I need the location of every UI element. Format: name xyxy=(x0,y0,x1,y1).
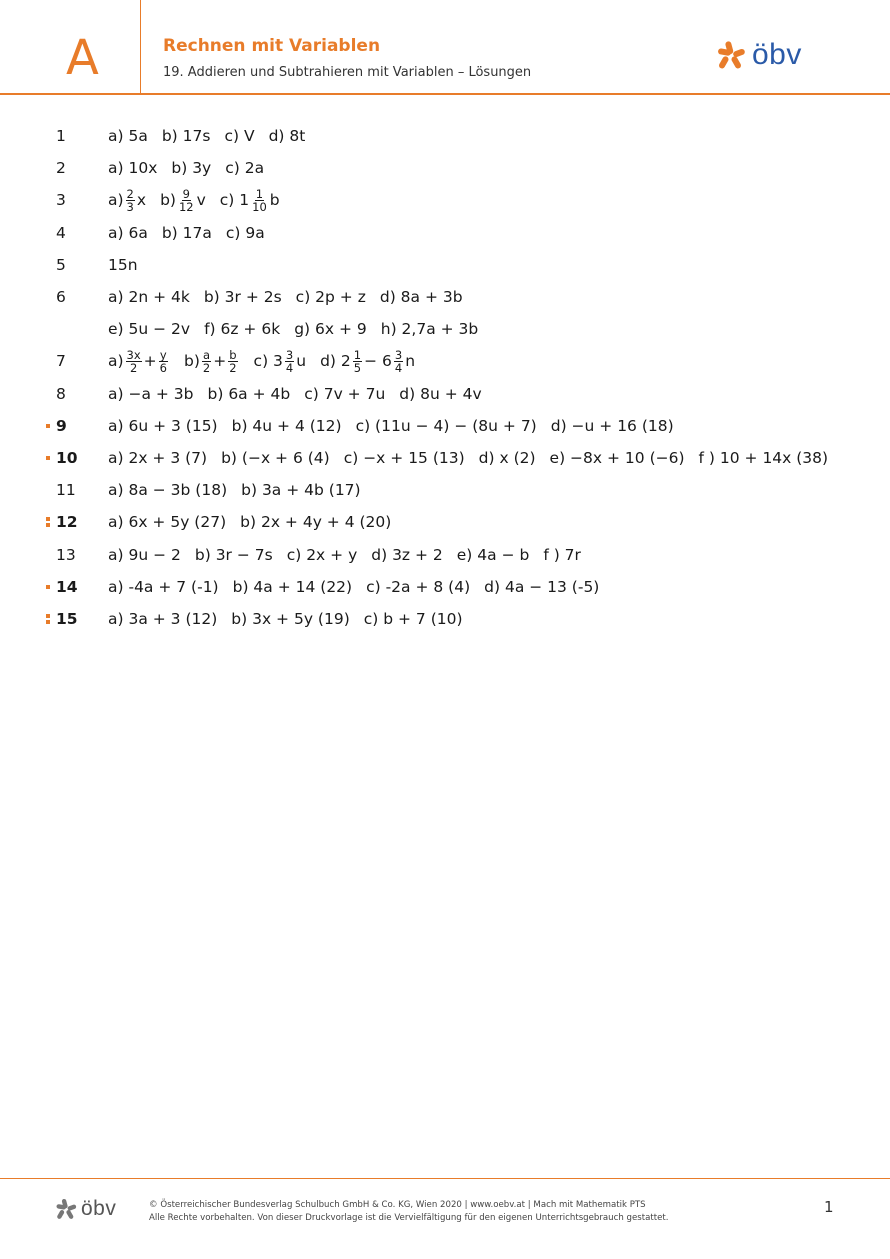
exercise-row xyxy=(0,538,890,570)
answer-part: a) 5a xyxy=(108,127,148,146)
denominator: 4 xyxy=(394,360,403,375)
exercise-answer xyxy=(108,188,280,213)
page-header xyxy=(0,0,890,95)
denominator: 2 xyxy=(229,360,237,375)
exercise-answer xyxy=(108,224,265,242)
answer-part: a) 6u + 3 (15) xyxy=(108,416,218,435)
chapter-letter: A xyxy=(66,30,99,86)
exercise-answer xyxy=(108,159,264,177)
denominator: 4 xyxy=(285,360,294,375)
exercise-answer xyxy=(108,449,828,467)
exercise-number: 5 xyxy=(56,255,66,274)
fraction xyxy=(353,349,362,374)
answer-part: f ) 7r xyxy=(543,545,581,564)
answer-part: g) 6x + 9 xyxy=(294,320,367,339)
answer-part: b) 3a + 4b (17) xyxy=(241,481,361,500)
answer-part: c) 1 xyxy=(219,191,250,210)
exercise-answer xyxy=(108,349,415,374)
difficulty-marker xyxy=(46,410,56,442)
answer-part: c) 2x + y xyxy=(286,545,358,564)
exercise-row xyxy=(0,571,890,603)
answer-part: f ) 10 + 14x (38) xyxy=(698,448,829,467)
exercise-row xyxy=(0,410,890,442)
numerator: 3 xyxy=(285,347,294,362)
answer-part: c) 2a xyxy=(225,159,265,178)
answer-part: d) 8u + 4v xyxy=(399,384,482,403)
answer-part: c) 9a xyxy=(225,223,265,242)
exercise-row xyxy=(0,217,890,249)
answer-part: a) −a + 3b xyxy=(108,384,194,403)
logo-text: öbv xyxy=(81,1197,117,1220)
fraction xyxy=(202,349,211,374)
answer-part: b) 3y xyxy=(171,159,212,178)
answer-part: d) 8t xyxy=(268,127,306,146)
footer-rule xyxy=(0,1178,890,1179)
denominator: 12 xyxy=(178,199,194,214)
header-divider xyxy=(140,0,141,93)
solutions-list xyxy=(0,120,890,635)
exercise-answer xyxy=(108,256,138,274)
answer-part: b) 4u + 4 (12) xyxy=(231,416,342,435)
answer-part: c) -2a + 8 (4) xyxy=(366,577,471,596)
copyright-line: © Österreichischer Bundesverlag Schulbuch GmbH & Co. KG, Wien 2020 | www.oebv.at | Mach mit Mathematik PTS xyxy=(149,1200,646,1210)
answer-part: a) 8a − 3b (18) xyxy=(108,481,228,500)
answer-part: f) 6z + 6k xyxy=(204,320,281,339)
exercise-row xyxy=(0,313,890,345)
exercise-answer xyxy=(108,578,599,596)
exercise-answer xyxy=(108,385,482,403)
difficulty-marker xyxy=(46,603,56,635)
answer-part: b xyxy=(269,191,280,210)
exercise-answer xyxy=(108,288,463,306)
exercise-row xyxy=(0,506,890,538)
answer-part: a) 3a + 3 (12) xyxy=(108,609,218,628)
answer-part: b) 3r − 7s xyxy=(194,545,273,564)
exercise-row xyxy=(0,281,890,313)
answer-part: e) 4a − b xyxy=(456,545,530,564)
exercise-number: 12 xyxy=(56,513,78,532)
answer-part: c) V xyxy=(224,127,255,146)
exercise-number: 8 xyxy=(56,384,66,403)
exercise-answer xyxy=(108,610,463,628)
answer-part: d) 3z + 2 xyxy=(371,545,443,564)
exercise-answer xyxy=(108,320,478,338)
exercise-row xyxy=(0,152,890,184)
answer-part: c) −x + 15 (13) xyxy=(343,448,465,467)
numerator: 2 xyxy=(126,186,134,201)
answer-part: d) 8a + 3b xyxy=(379,288,463,307)
answer-part: b) 3x + 5y (19) xyxy=(231,609,350,628)
operator: − 6 xyxy=(364,352,392,371)
star-icon xyxy=(716,39,746,71)
exercise-answer xyxy=(108,127,305,145)
exercise-row xyxy=(0,249,890,281)
publisher-logo xyxy=(716,38,802,72)
answer-part: a) xyxy=(108,191,124,210)
exercise-number: 14 xyxy=(56,577,78,596)
exercise-number: 4 xyxy=(56,223,66,242)
denominator: 5 xyxy=(353,360,362,375)
answer-part: c) 2p + z xyxy=(295,288,366,307)
exercise-number: 11 xyxy=(56,481,76,500)
answer-part: u xyxy=(296,352,307,371)
exercise-answer xyxy=(108,481,361,499)
answer-part: c) 7v + 7u xyxy=(304,384,386,403)
answer-part: b) 6a + 4b xyxy=(207,384,291,403)
star-icon xyxy=(55,1197,77,1221)
page-title: Rechnen mit Variablen xyxy=(163,36,381,56)
exercise-answer xyxy=(108,546,581,564)
numerator: 1 xyxy=(353,347,362,362)
denominator: 10 xyxy=(252,199,267,214)
operator: + xyxy=(213,352,227,371)
denominator: 3 xyxy=(126,199,134,214)
fraction xyxy=(394,349,403,374)
exercise-number: 3 xyxy=(56,191,66,210)
answer-part: d) 2 xyxy=(320,352,351,371)
answer-part: e) 5u − 2v xyxy=(108,320,191,339)
footer-copyright xyxy=(149,1199,669,1225)
answer-part: c) 3 xyxy=(253,352,283,371)
numerator: 1 xyxy=(255,186,264,201)
answer-part: a) 6a xyxy=(108,223,148,242)
answer-part: b) 17a xyxy=(161,223,212,242)
numerator: 3 xyxy=(394,347,403,362)
difficulty-marker xyxy=(46,571,56,603)
exercise-row xyxy=(0,442,890,474)
answer-part: d) 4a − 13 (-5) xyxy=(484,577,600,596)
answer-part: a) 2n + 4k xyxy=(108,288,190,307)
fraction xyxy=(126,349,142,374)
answer-part: c) (11u − 4) − (8u + 7) xyxy=(355,416,537,435)
numerator: y xyxy=(159,347,167,362)
fraction xyxy=(178,188,195,213)
answer-part: a) -4a + 7 (-1) xyxy=(108,577,219,596)
exercise-number: 9 xyxy=(56,416,67,435)
exercise-row xyxy=(0,345,890,377)
answer-part: c) b + 7 (10) xyxy=(363,609,463,628)
answer-part: a) xyxy=(108,352,124,371)
denominator: 6 xyxy=(159,360,167,375)
difficulty-marker xyxy=(46,506,56,538)
footer-logo xyxy=(55,1197,116,1221)
answer-part: b) 3r + 2s xyxy=(203,288,282,307)
answer-part: a) 10x xyxy=(108,159,158,178)
answer-part: d) x (2) xyxy=(478,448,536,467)
numerator: b xyxy=(229,347,237,362)
exercise-number: 10 xyxy=(56,448,78,467)
page-number: 1 xyxy=(824,1198,834,1216)
answer-part: v xyxy=(196,191,206,210)
answer-part: x xyxy=(136,191,147,210)
answer-part: h) 2,7a + 3b xyxy=(380,320,479,339)
answer-part: b) 17s xyxy=(161,127,211,146)
fraction xyxy=(126,188,135,213)
header-rule xyxy=(0,93,890,95)
exercise-number: 2 xyxy=(56,159,66,178)
rights-line: Alle Rechte vorbehalten. Von dieser Druckvorlage ist die Vervielfältigung für den eigenen Unterrichtsgebrauch gestattet. xyxy=(149,1213,669,1223)
exercise-answer xyxy=(108,417,674,435)
fraction xyxy=(251,188,268,213)
fraction xyxy=(228,349,237,374)
answer-part: a) 6x + 5y (27) xyxy=(108,513,227,532)
exercise-row xyxy=(0,378,890,410)
fraction xyxy=(285,349,294,374)
answer-part: e) −8x + 10 (−6) xyxy=(549,448,685,467)
page-subtitle: 19. Addieren und Subtrahieren mit Variablen – Lösungen xyxy=(163,65,532,80)
exercise-number: 7 xyxy=(56,352,66,371)
exercise-number: 13 xyxy=(56,545,76,564)
answer-part: b) 2x + 4y + 4 (20) xyxy=(240,513,392,532)
difficulty-marker xyxy=(46,442,56,474)
numerator: a xyxy=(203,347,211,362)
answer-part: b) xyxy=(184,352,200,371)
answer-part: n xyxy=(405,352,416,371)
answer-part: b) 4a + 14 (22) xyxy=(232,577,353,596)
fraction xyxy=(159,349,168,374)
exercise-row xyxy=(0,184,890,216)
exercise-answer xyxy=(108,513,391,531)
exercise-row xyxy=(0,474,890,506)
exercise-row xyxy=(0,603,890,635)
answer-part: a) 2x + 3 (7) xyxy=(108,448,208,467)
answer-part: a) 9u − 2 xyxy=(108,545,181,564)
denominator: 2 xyxy=(202,360,211,375)
answer-part: b) xyxy=(160,191,176,210)
logo-text: öbv xyxy=(752,38,802,71)
answer-part: d) −u + 16 (18) xyxy=(550,416,674,435)
answer-part: 15n xyxy=(108,255,138,274)
operator: + xyxy=(143,352,157,371)
exercise-number: 6 xyxy=(56,288,66,307)
numerator: 3x xyxy=(126,347,141,362)
denominator: 2 xyxy=(129,360,138,375)
exercise-row xyxy=(0,120,890,152)
numerator: 9 xyxy=(182,186,190,201)
answer-part: b) (−x + 6 (4) xyxy=(221,448,330,467)
exercise-number: 15 xyxy=(56,609,78,628)
exercise-number: 1 xyxy=(56,127,66,146)
